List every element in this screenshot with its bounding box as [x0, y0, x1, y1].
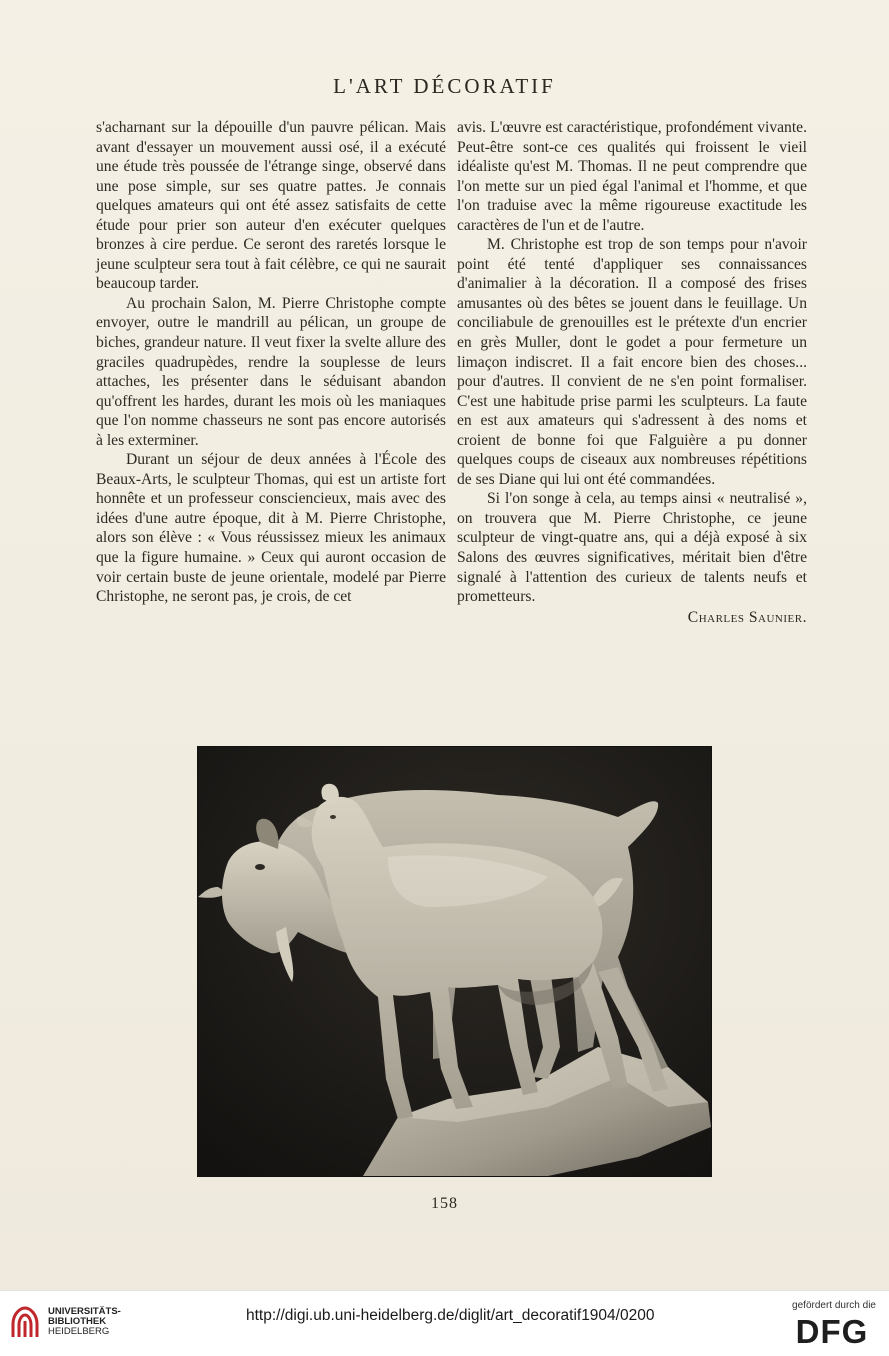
- paragraph: avis. L'œuvre est caractéristique, profondément vivante. Peut-être sont-ce ces qualités qui froissent le vieil idéaliste qu'est M. Thomas. Il ne peut comprendre que l'on mette sur un pied égal l'animal et l'homme, et que l'on traduise avec la même rigoureuse exactitude les caractères de l'un et de l'autre.: [457, 119, 807, 234]
- viewer-footer: [0, 1290, 889, 1356]
- goat-sculpture-photograph-icon: [198, 747, 711, 1176]
- text-column-right: [457, 118, 807, 627]
- running-title: L'ART DÉCORATIF: [333, 74, 556, 98]
- university-library-name: [48, 1307, 121, 1337]
- paragraph: Au prochain Salon, M. Pierre Christophe compte envoyer, outre le mandrill au pélican, un groupe de biches, grandeur nature. Il veut fixer la svelte allure des graciles quadrupèdes, rendre la souplesse de leurs attaches, les présenter dans le séduisant abandon qu'offrent les hardes, durant les mois où les maniaques que l'on nomme chasseurs ne sont pas encore autorisés à les exterminer.: [96, 294, 446, 449]
- library-name-line: UNIVERSITÄTS-: [48, 1306, 121, 1317]
- permalink-url[interactable]: http://digi.ub.uni-heidelberg.de/diglit/art_decoratif1904/0200: [246, 1307, 655, 1324]
- author-signature: Charles Saunier.: [687, 608, 807, 626]
- text-column-left: [96, 118, 446, 607]
- library-name-line: BIBLIOTHEK: [48, 1316, 107, 1327]
- dfg-logo-icon: [790, 1313, 875, 1347]
- page-number: 158: [431, 1195, 458, 1212]
- paragraph: Durant un séjour de deux années à l'École des Beaux-Arts, le sculpteur Thomas, qui est un artiste fort honnête et un professeur consciencieux, mais avec des idées d'une autre époque, dit à M. Pierre Christophe, alors son élève : « Vous réussissez mieux les animaux que la figure humaine. » Ceux qui auront occasion de voir certain buste de jeune orientale, modelé par Pierre Christophe, ne seront pas, je crois, de cet: [96, 451, 446, 606]
- paragraph: M. Christophe est trop de son temps pour n'avoir point été tenté d'appliquer ses connaissances d'animalier à la décoration. Il a composé des frises amusantes où des bêtes se jouent dans le feuillage. Un conciliabule de grenouilles est le prétexte d'un encrier en grès Muller, dont le godet a pour fermeture un limaçon indiscret. Il a fait encore bien des choses... pour d'autres. Il convient de ne s'en point formaliser. C'est une habitude prise parmi les sculpteurs. La faute en est aux amateurs qui s'adressent à des noms et croient de bonne foi que Falguière a pu donner quelques coups de ciseaux aux nombreuses répétitions de ses Diane qui lui ont été commandées.: [457, 236, 807, 488]
- paragraph: s'acharnant sur la dépouille d'un pauvre pélican. Mais avant d'essayer un mouvement aussi osé, il a exécuté une étude très poussée de l'étrange singe, observé dans une pose simple, sur ses quatre pattes. Je connais quelques amateurs qui ont été assez satisfaits de cette étude pour prier son auteur d'en exécuter quelques bronzes à cire perdue. Ce seront des raretés lorsque le jeune sculpteur sera tout à fait célèbre, ce qui ne saurait beaucoup tarder.: [96, 119, 446, 293]
- sculpture-plate: [197, 746, 712, 1177]
- library-name-line: HEIDELBERG: [48, 1326, 110, 1337]
- svg-text:DFG: DFG: [795, 1313, 869, 1347]
- university-library-logo-icon: [10, 1304, 40, 1340]
- sponsor-label: gefördert durch die: [792, 1300, 876, 1311]
- paragraph: Si l'on songe à cela, au temps ainsi « neutralisé », on trouvera que M. Pierre Christophe, ce jeune sculpteur de vingt-quatre ans, qui a déjà exposé à six Salons des œuvres significatives, méritait bien d'être signalé à l'attention des curieux de talents neufs et prometteurs.: [457, 490, 807, 606]
